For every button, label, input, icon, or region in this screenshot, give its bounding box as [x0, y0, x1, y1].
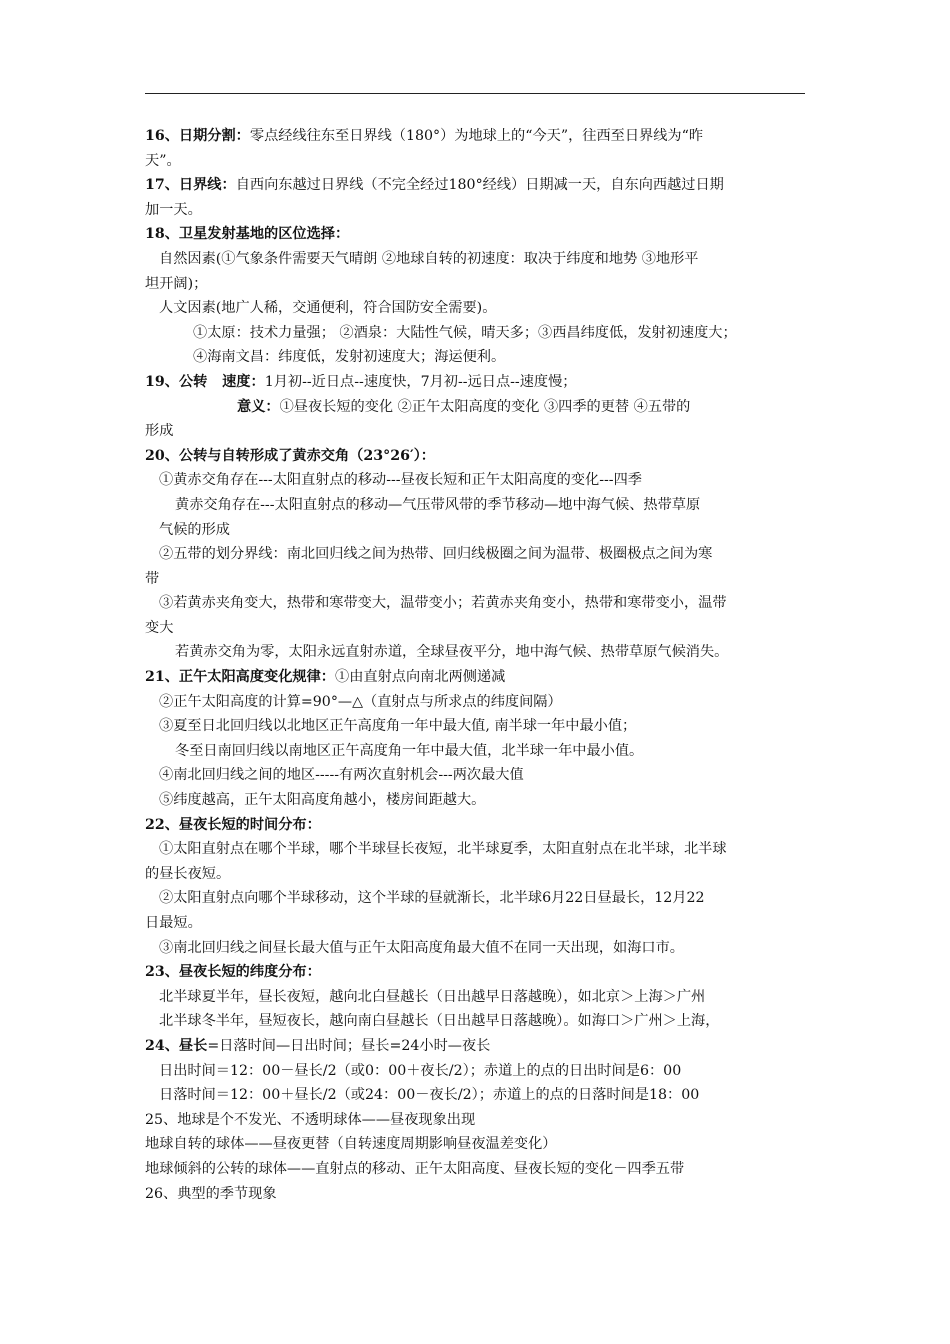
- line-26: [145, 1182, 813, 1207]
- heading-18: 18、卫星发射基地的区位选择：: [145, 226, 350, 243]
- text: 25、地球是个不发光、不透明球体——昼夜现象出现: [145, 1111, 476, 1128]
- text: ③南北回归线之间昼长最大值与正午太阳高度角最大值不在同一天出现，如海口市。: [159, 939, 684, 956]
- text: ④南北回归线之间的地区-----有两次直射机会---两次最大值: [159, 767, 524, 784]
- heading-21: 21、正午太阳高度变化规律：: [145, 669, 335, 686]
- line: [145, 640, 813, 665]
- heading-22: 22、昼夜长短的时间分布：: [145, 816, 321, 833]
- line-24: [145, 1034, 813, 1059]
- text: ②太阳直射点向哪个半球移动，这个半球的昼就渐长，北半球6月22日昼最长，12月22: [159, 890, 705, 907]
- line: [145, 763, 813, 788]
- heading-17: 17、日界线：: [145, 177, 236, 194]
- text: 地球自转的球体——昼夜更替（自转速度周期影响昼夜温差变化）: [145, 1136, 557, 1153]
- line: [145, 198, 813, 223]
- text: ③夏至日北回归线以北地区正午高度角一年中最大值, 南半球一年中最小值；: [159, 718, 637, 735]
- text: 人文因素(地广人稀，交通便利，符合国防安全需要)。: [159, 300, 497, 317]
- text: ③若黄赤夹角变大，热带和寒带变大，温带变小；若黄赤夹角变小，热带和寒带变小，温带: [159, 595, 727, 612]
- text: ①由直射点向南北两侧递减: [335, 669, 506, 686]
- line: [145, 1009, 813, 1034]
- line-21: [145, 665, 813, 690]
- text: ①黄赤交角存在---太阳直射点的移动---昼夜长短和正午太阳高度的变化---四季: [159, 472, 642, 489]
- text: ①太阳直射点在哪个半球，哪个半球昼长夜短，北半球夏季，太阳直射点在北半球，北半球: [159, 841, 727, 858]
- line: [145, 149, 813, 174]
- text: 北半球夏半年，昼长夜短，越向北白昼越长（日出越早日落越晚），如北京＞上海＞广州: [159, 988, 706, 1005]
- text: 天”。: [145, 152, 181, 169]
- line: [145, 1083, 813, 1108]
- text: ②五带的划分界线：南北回归线之间为热带、回归线极圈之间为温带、极圈极点之间为寒: [159, 546, 713, 563]
- line: [145, 788, 813, 813]
- line: [145, 985, 813, 1010]
- line: [145, 419, 813, 444]
- text: 日出时间＝12：00－昼长/2（或0：00＋夜长/2）；赤道上的点的日出时间是6：00: [159, 1062, 682, 1079]
- text: 日最短。: [145, 915, 202, 931]
- heading-24: 24、昼长: [145, 1037, 208, 1054]
- line-22: [145, 813, 813, 838]
- line-25: [145, 1108, 813, 1133]
- line: [145, 518, 813, 543]
- line: [145, 321, 813, 346]
- line: [145, 542, 813, 567]
- line: [145, 739, 813, 764]
- header-rule: [145, 93, 805, 94]
- line: [145, 837, 813, 862]
- line: [145, 567, 813, 592]
- text: 北半球冬半年，昼短夜长，越向南白昼越长（日出越早日落越晚）。如海口＞广州＞上海，: [159, 1013, 720, 1030]
- document-body: [145, 124, 813, 1206]
- text: 1月初--近日点--速度快，7月初--远日点--速度慢；: [264, 373, 577, 390]
- heading-23: 23、昼夜长短的纬度分布：: [145, 964, 321, 981]
- text: ④海南文昌：纬度低，发射初速度大；海运便利。: [193, 349, 506, 366]
- text: 变大: [145, 619, 174, 636]
- text: 26、典型的季节现象: [145, 1185, 277, 1202]
- text: 坦开阔)；: [145, 275, 208, 292]
- text: 自然因素(①气象条件需要天气晴朗 ②地球自转的初速度：取决于纬度和地势 ③地形平: [159, 250, 699, 267]
- heading-20: 20、公转与自转形成了黄赤交角（23°26′）：: [145, 447, 435, 464]
- text: ②正午太阳高度的计算=90°—△（直射点与所求点的纬度间隔）: [159, 693, 562, 710]
- line: [145, 1132, 813, 1157]
- heading-16: 16、日期分割：: [145, 128, 250, 144]
- line: [145, 862, 813, 887]
- line: [145, 296, 813, 321]
- heading-19: 19、公转 速度：: [145, 373, 265, 390]
- line: [145, 1157, 813, 1182]
- text: 自西向东越过日界线（不完全经过180°经线）日期减一天，自东向西越过日期: [235, 177, 724, 194]
- line: [145, 272, 813, 297]
- text: 带: [145, 570, 160, 587]
- subheading: 意义：: [237, 398, 280, 415]
- line: [145, 1059, 813, 1084]
- text: ①昼夜长短的变化 ②正午太阳高度的变化 ③四季的更替 ④五带的: [279, 398, 691, 415]
- text: 气候的形成: [159, 521, 230, 538]
- text: 黄赤交角存在---太阳直射点的移动—气压带风带的季节移动—地中海气候、热带草原: [175, 496, 701, 513]
- line: [145, 616, 813, 641]
- line-19: [145, 370, 813, 395]
- text: 零点经线往东至日界线（180°）为地球上的“今天”，往西至日界线为“昨: [249, 128, 704, 144]
- text: 冬至日南回归线以南地区正午高度角一年中最大值，北半球一年中最小值。: [175, 742, 644, 759]
- text: 加一天。: [145, 201, 202, 218]
- line: [145, 714, 813, 739]
- line-23: [145, 960, 813, 985]
- text: ⑤纬度越高，正午太阳高度角越小，楼房间距越大。: [159, 792, 486, 809]
- line: [145, 345, 813, 370]
- line-16: [145, 124, 813, 149]
- text: 日落时间＝12：00＋昼长/2（或24：00－夜长/2）；赤道上的点的日落时间是18：00: [159, 1087, 700, 1104]
- line-20: [145, 444, 813, 469]
- text: 地球倾斜的公转的球体——直射点的移动、正午太阳高度、昼夜长短的变化－四季五带: [145, 1160, 685, 1177]
- line: [145, 493, 813, 518]
- text: 形成: [145, 423, 174, 440]
- text: 的昼长夜短。: [145, 865, 231, 882]
- text: 若黄赤交角为零，太阳永远直射赤道，全球昼夜平分，地中海气候、热带草原气候消失。: [175, 644, 729, 661]
- line: [145, 468, 813, 493]
- line: [145, 886, 813, 911]
- line: [145, 591, 813, 616]
- text: ①太原：技术力量强； ②酒泉：大陆性气候，晴天多；③西昌纬度低，发射初速度大；: [193, 324, 737, 341]
- line-18: [145, 222, 813, 247]
- line-17: [145, 173, 813, 198]
- line: [145, 690, 813, 715]
- line: [145, 395, 813, 420]
- line: [145, 247, 813, 272]
- line: [145, 911, 813, 936]
- line: [145, 936, 813, 961]
- text: =日落时间—日出时间；昼长=24小时—夜长: [207, 1037, 491, 1054]
